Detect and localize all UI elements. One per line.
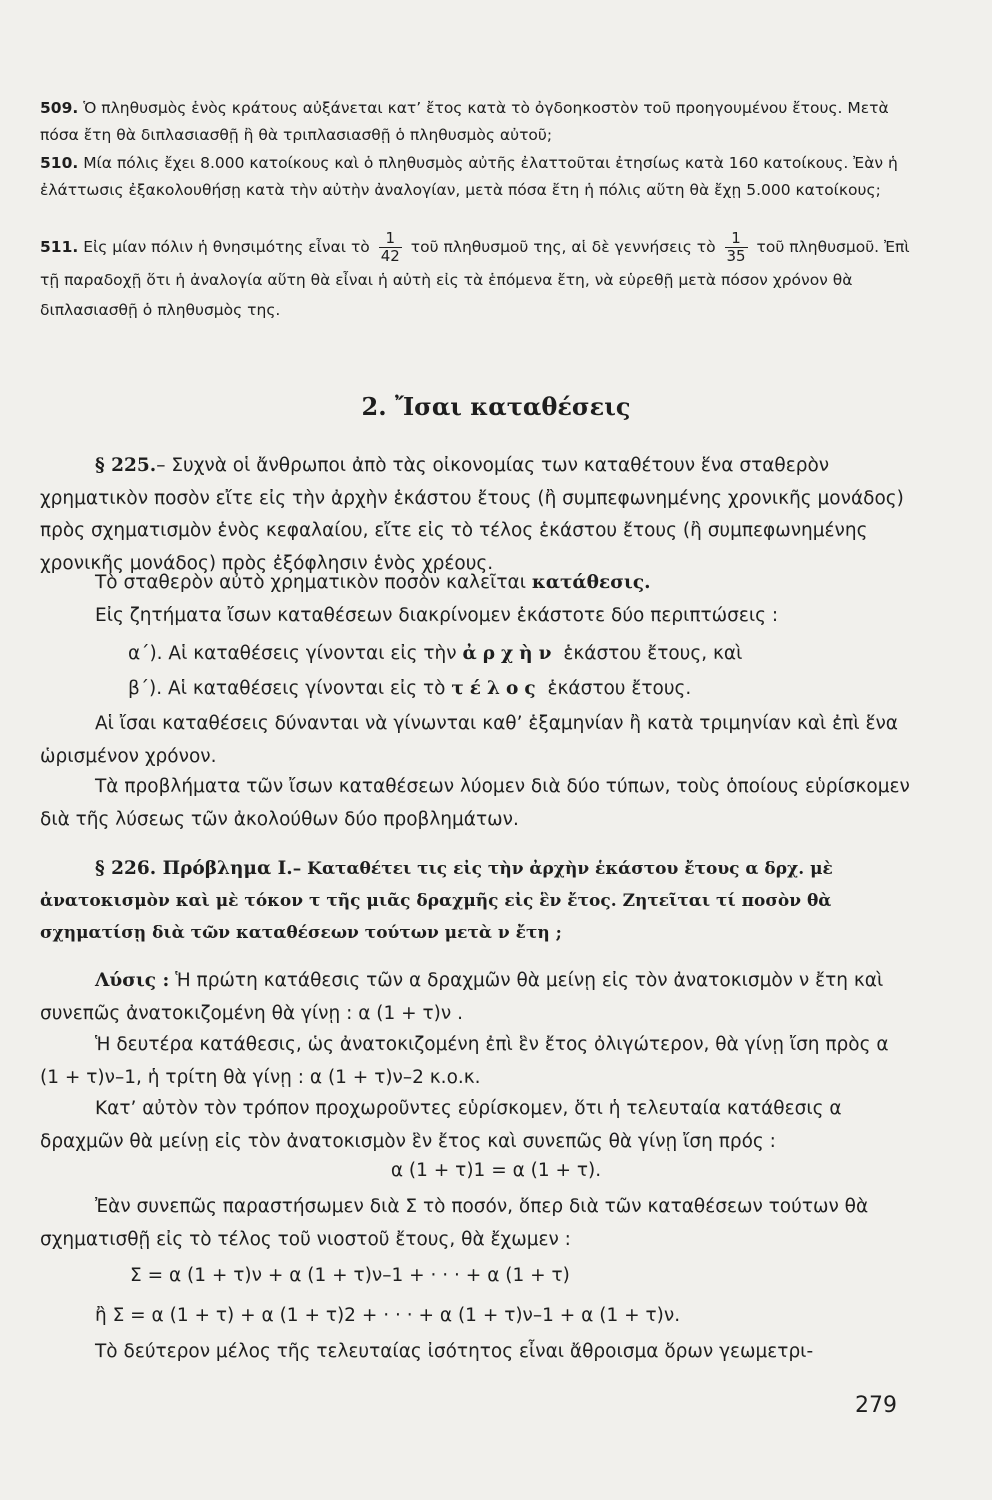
exercise-510	[40, 150, 912, 204]
exercise-number: 509.	[40, 99, 79, 117]
case-a-emphasis: ἀρχὴν	[462, 643, 558, 664]
equation-last-deposit: α (1 + τ)1 = α (1 + τ).	[390, 1160, 602, 1181]
solution-paragraph-5: Τὸ δεύτερον μέλος τῆς τελευταίας ἰσότητος εἶναι ἄθροισμα ὅρων γεωμετρι-	[95, 1341, 814, 1362]
section-heading: 2. Ἴσαι καταθέσεις	[361, 392, 631, 421]
case-a-text: α΄). Αἱ καταθέσεις γίνονται εἰς τὴν	[128, 643, 457, 664]
page-number: 279	[855, 1393, 897, 1418]
solution-label: Λύσις :	[95, 970, 170, 991]
paragraph-katathesis	[40, 567, 912, 600]
exercise-509	[40, 95, 912, 149]
exercise-number: 511.	[40, 238, 79, 256]
equation-sum-1: Σ = α (1 + τ)ν + α (1 + τ)ν–1 + · · · + α (1 + τ)	[130, 1265, 570, 1286]
exercise-text-part2: τοῦ πληθυσμοῦ της, αἱ δὲ γεννήσεις τὸ	[410, 238, 716, 256]
fraction-1-35	[725, 230, 748, 265]
term-katathesis: κατάθεσις.	[531, 572, 651, 593]
fraction-numerator: 1	[379, 230, 402, 248]
solution-paragraph-3: Κατ’ αὐτὸν τὸν τρόπον προχωροῦντες εὑρίσκομεν, ὅτι ἡ τελευταία κατάθεσις α δραχμῶν θὰ μείνῃ εἰς τὸν ἀνατοκισμὸν ἓν ἔτος καὶ συνεπῶς θὰ γίνῃ ἴση πρός :	[40, 1098, 842, 1152]
case-b-emphasis: τέλος	[451, 678, 542, 699]
exercise-text-part3: τοῦ πληθυσμοῦ. Ἐπὶ τῇ παραδοχῇ ὅτι ἡ ἀναλογία αὕτη θὰ εἶναι ἡ αὐτὴ εἰς τὰ ἑπόμενα ἔτη, νὰ εὑρεθῇ μετὰ πόσον χρόνον θὰ διπλασιασθῇ ὁ πληθυσμὸς της.	[40, 238, 910, 319]
solution-paragraph-2: Ἡ δευτέρα κατάθεσις, ὡς ἀνατοκιζομένη ἐπὶ ἓν ἔτος ὀλιγώτερον, θὰ γίνῃ ἴση πρὸς α (1 + τ)ν–1, ἡ τρίτη θὰ γίνῃ : α (1 + τ)ν–2 κ.ο.κ.	[40, 1034, 889, 1088]
fraction-denominator: 35	[726, 247, 746, 265]
case-a-text-end: ἑκάστου ἔτους, καὶ	[563, 643, 743, 664]
paragraph-225	[40, 450, 912, 580]
solution-text-1: Ἡ πρώτη κατάθεσις τῶν α δραχμῶν θὰ μείνῃ εἰς τὸν ἀνατοκισμὸν ν ἔτη καὶ συνεπῶς ἀνατοκιζομένη θὰ γίνῃ : α (1 + τ)ν .	[40, 970, 884, 1024]
section-label: § 225.	[95, 455, 157, 476]
case-a	[128, 638, 912, 671]
case-b	[128, 673, 912, 706]
paragraph-text: Τὸ σταθερὸν αὐτὸ χρηματικὸν ποσὸν καλεῖται	[95, 572, 526, 593]
paragraph-text: – Συχνὰ οἱ ἄνθρωποι ἀπὸ τὰς οἰκονομίας των καταθέτουν ἕνα σταθερὸν χρηματικὸν ποσὸν εἴτε εἰς τὴν ἀρχὴν ἑκάστου ἔτους (ἢ συμπεφωνημένης χρονικῆς μονάδος) πρὸς σχηματισμὸν ἑνὸς κεφαλαίου, εἴτε εἰς τὸ τέλος ἑκάστου ἔτους (ἢ συμπεφωνημένης χρονικῆς μονάδος) πρὸς ἐξόφλησιν ἑνὸς χρέους.	[40, 455, 904, 574]
exercise-511	[40, 230, 912, 325]
case-b-text-end: ἑκάστου ἔτους.	[547, 678, 692, 699]
case-b-text: β΄). Αἱ καταθέσεις γίνονται εἰς τὸ	[128, 678, 446, 699]
paragraph-cases: Εἰς ζητήματα ἴσων καταθέσεων διακρίνομεν ἑκάστοτε δύο περιπτώσεις :	[95, 605, 779, 626]
exercise-number: 510.	[40, 154, 79, 172]
exercise-text-part1: Εἰς μίαν πόλιν ἡ θνησιμότης εἶναι τὸ	[83, 238, 370, 256]
paragraph-problems: Τὰ προβλήματα τῶν ἴσων καταθέσεων λύομεν διὰ δύο τύπων, τοὺς ὁποίους εὑρίσκομεν διὰ τῆς λύσεως τῶν ἀκολούθων δύο προβλημάτων.	[40, 776, 910, 830]
fraction-denominator: 42	[380, 247, 400, 265]
solution-paragraph-4: Ἐὰν συνεπῶς παραστήσωμεν διὰ Σ τὸ ποσόν, ὅπερ διὰ τῶν καταθέσεων τούτων θὰ σχηματισθῇ εἰς τὸ τέλος τοῦ νιοστοῦ ἔτους, θὰ ἔχωμεν :	[40, 1196, 869, 1250]
exercise-text: Ὁ πληθυσμὸς ἑνὸς κράτους αὐξάνεται κατ’ ἔτος κατὰ τὸ ὀγδοηκοστὸν τοῦ προηγουμένου ἔτους. Μετὰ πόσα ἔτη θὰ διπλασιασθῇ ἢ θὰ τριπλασιασθῇ ὁ πληθυσμὸς αὐτοῦ;	[40, 99, 889, 144]
exercise-text: Μία πόλις ἔχει 8.000 κατοίκους καὶ ὁ πληθυσμὸς αὐτῆς ἐλαττοῦται ἐτησίως κατὰ 160 κατοίκους. Ἐὰν ἡ ἐλάττωσις ἐξακολουθήσῃ κατὰ τὴν αὐτὴν ἀναλογίαν, μετὰ πόσα ἔτη ἡ πόλις αὕτη θὰ ἔχῃ 5.000 κατοίκους;	[40, 154, 898, 199]
fraction-1-42	[379, 230, 402, 265]
solution-paragraph-1	[40, 965, 912, 1030]
problem-226	[40, 853, 912, 949]
paragraph-semiannual: Αἱ ἴσαι καταθέσεις δύνανται νὰ γίνωνται καθ’ ἑξαμηνίαν ἢ κατὰ τριμηνίαν καὶ ἐπὶ ἕνα ὡρισμένον χρόνον.	[40, 713, 898, 767]
equation-sum-2: ἢ Σ = α (1 + τ) + α (1 + τ)2 + · · · + α (1 + τ)ν–1 + α (1 + τ)ν.	[95, 1305, 681, 1326]
problem-text: – Καταθέτει τις εἰς τὴν ἀρχὴν ἑκάστου ἔτους α δρχ. μὲ ἀνατοκισμὸν καὶ μὲ τόκον τ τῆς μιᾶς δραχμῆς εἰς ἓν ἔτος. Ζητεῖται τί ποσὸν θὰ σχηματίσῃ διὰ τῶν καταθέσεων τούτων μετὰ ν ἔτη ;	[40, 859, 833, 943]
fraction-numerator: 1	[725, 230, 748, 248]
problem-label: § 226. Πρόβλημα Ι.	[95, 858, 293, 879]
